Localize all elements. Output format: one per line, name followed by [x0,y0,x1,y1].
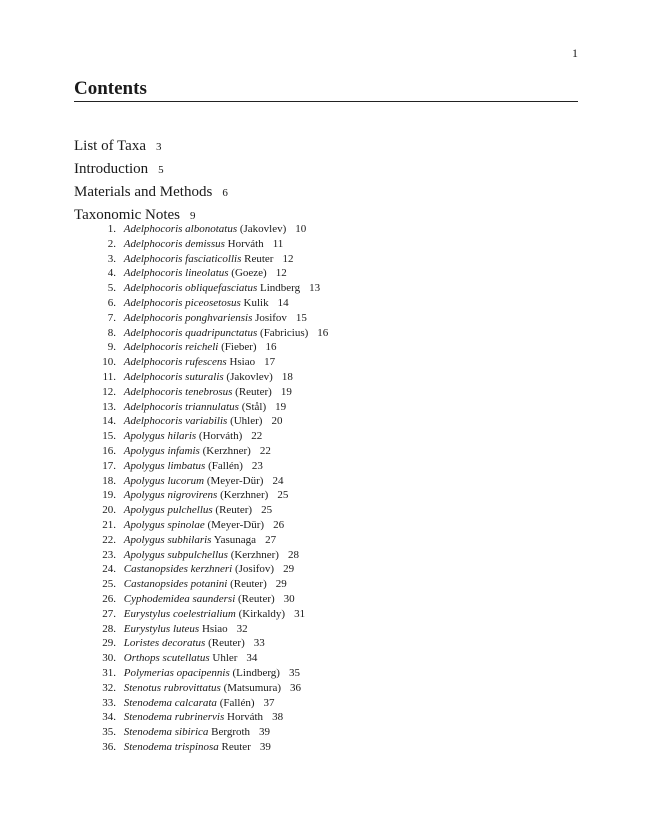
taxon-number: 20. [102,504,116,517]
taxon-author: (Kerzhner) [202,444,251,457]
section-page: 5 [158,164,164,176]
taxon-page: 26 [273,518,285,531]
taxon-entry[interactable] [86,562,328,577]
taxon-author: Horváth [227,711,264,724]
taxon-entry[interactable] [86,296,328,311]
taxon-number: 21. [102,518,116,531]
taxon-entry[interactable] [86,252,328,267]
taxon-species: Apolygus subpulchellus [123,548,228,561]
taxon-entry[interactable] [86,725,328,740]
taxon-species: Adelphocoris obliquefasciatus [123,282,258,295]
taxon-number: 29. [102,637,116,650]
taxon-number: 35. [102,726,116,739]
toc-section[interactable] [74,158,228,181]
taxon-number: 6. [107,296,116,309]
taxon-entry[interactable] [86,444,328,459]
taxon-author: (Reuter) [235,385,272,398]
taxon-entry[interactable] [86,666,328,681]
taxon-number: 23. [102,548,116,561]
taxon-author: (Matsumura) [223,681,282,694]
taxon-author: (Reuter) [208,637,245,650]
taxon-number: 28. [102,622,116,635]
taxon-species: Adelphocoris demissus [123,237,225,250]
taxon-entry[interactable] [86,474,328,489]
taxon-entry[interactable] [86,622,328,637]
taxon-species: Adelphocoris reicheli [123,341,219,354]
taxon-species: Apolygus limbatus [123,459,206,472]
taxon-species: Adelphocoris ponghvariensis [123,311,253,324]
taxon-entry[interactable] [86,429,328,444]
taxon-author: Reuter [221,740,251,753]
taxon-page: 25 [277,489,289,502]
taxon-species: Apolygus infamis [123,444,200,457]
taxon-author: (Kerzhner) [220,489,269,502]
taxon-number: 32. [102,681,116,694]
taxon-number: 14. [102,415,116,428]
taxon-number: 36. [102,740,116,753]
taxon-page: 11 [272,237,284,250]
taxon-number: 25. [102,578,116,591]
taxon-author: Josifov [255,311,287,324]
taxon-page: 14 [277,296,289,309]
taxon-number: 12. [102,385,116,398]
taxon-species: Adelphocoris lineolatus [123,267,229,280]
taxon-page: 19 [280,385,292,398]
taxon-number: 7. [107,311,116,324]
taxon-number: 34. [102,711,116,724]
toc-section[interactable] [74,135,228,158]
taxon-number: 11. [102,370,116,383]
taxon-entry[interactable] [86,636,328,651]
taxon-entry[interactable] [86,355,328,370]
taxon-page: 17 [264,356,276,369]
toc-sections [74,135,228,227]
taxon-species: Stenodema calcarata [123,696,217,709]
taxon-entry[interactable] [86,222,328,237]
taxon-page: 34 [246,652,258,665]
taxon-page: 35 [288,666,300,679]
taxon-entry[interactable] [86,548,328,563]
taxon-number: 18. [102,474,116,487]
taxon-number: 24. [102,563,116,576]
taxon-number: 5. [107,282,116,295]
taxon-author: Kulik [243,296,269,309]
taxon-species: Cyphodemidea saundersi [123,592,236,605]
page-title: Contents [74,78,578,102]
taxon-species: Adelphocoris triannulatus [123,400,239,413]
taxon-entry[interactable] [86,577,328,592]
taxon-page: 16 [317,326,329,339]
taxon-page: 36 [290,681,302,694]
section-page: 3 [156,141,162,153]
taxon-number: 4. [107,267,116,280]
taxon-entry[interactable] [86,326,328,341]
taxon-entry[interactable] [86,385,328,400]
taxon-number: 19. [102,489,116,502]
taxon-page: 39 [259,740,271,753]
taxon-page: 20 [271,415,283,428]
taxon-species: Stenodema trispinosa [123,740,219,753]
taxon-author: (Fallén) [219,696,255,709]
taxon-species: Castanopsides kerzhneri [123,563,233,576]
taxon-entry[interactable] [86,281,328,296]
taxon-species: Loristes decoratus [123,637,206,650]
taxon-page: 19 [275,400,287,413]
taxon-entry[interactable] [86,340,328,355]
taxon-number: 8. [107,326,116,339]
taxon-species: Adelphocoris tenebrosus [123,385,233,398]
taxon-species: Stenotus rubrovittatus [123,681,221,694]
taxon-author: (Meyer-Dür) [207,518,265,531]
taxon-entry[interactable] [86,696,328,711]
taxon-author: (Kirkaldy) [238,607,286,620]
taxon-author: (Reuter) [215,504,253,517]
taxon-species: Apolygus spinolae [123,518,205,531]
taxon-entry[interactable] [86,740,328,755]
taxon-page: 33 [253,637,265,650]
taxon-page: 29 [275,578,287,591]
taxon-entry[interactable] [86,651,328,666]
taxon-author: (Fieber) [221,341,257,354]
taxon-entry[interactable] [86,311,328,326]
taxon-species: Apolygus nigrovirens [123,489,218,502]
taxon-number: 31. [102,666,116,679]
taxon-author: Yasunaga [213,533,257,546]
taxon-page: 12 [275,267,287,280]
taxon-number: 17. [102,459,116,472]
taxon-species: Adelphocoris suturalis [123,370,224,383]
taxon-species: Apolygus hilaris [123,430,197,443]
taxon-number: 33. [102,696,116,709]
taxon-entry[interactable] [86,503,328,518]
taxon-author: (Kerzhner) [230,548,279,561]
taxon-author: (Reuter) [238,592,275,605]
taxon-entry[interactable] [86,592,328,607]
taxon-species: Apolygus pulchellus [123,504,213,517]
taxon-species: Adelphocoris variabilis [123,415,228,428]
taxon-entry[interactable] [86,370,328,385]
taxon-page: 24 [272,474,284,487]
taxon-author: (Stål) [241,400,267,413]
taxon-author: (Meyer-Dür) [206,474,264,487]
section-label: Introduction [74,161,149,177]
taxon-entry[interactable] [86,710,328,725]
taxon-entry[interactable] [86,400,328,415]
taxon-species: Eurystylus luteus [123,622,200,635]
taxon-page: 22 [259,444,271,457]
taxon-number: 15. [102,430,116,443]
taxon-entry[interactable] [86,607,328,622]
taxon-author: Lindberg [260,282,301,295]
section-label: Taxonomic Notes [74,207,181,223]
taxon-author: (Horváth) [198,430,243,443]
taxon-species: Stenodema rubrinervis [123,711,225,724]
taxon-page: 18 [281,370,293,383]
section-label: Materials and Methods [74,184,213,200]
taxon-entry[interactable] [86,518,328,533]
taxon-species: Polymerias opacipennis [123,666,230,679]
taxon-number: 22. [102,533,116,546]
taxon-page: 10 [295,223,307,235]
taxon-author: Hsiao [229,356,256,369]
taxon-entry[interactable] [86,488,328,503]
taxon-species: Adelphocoris rufescens [123,356,227,369]
taxon-species: Stenodema sibirica [123,726,209,739]
taxon-number: 13. [102,400,116,413]
taxon-author: Horváth [227,237,264,250]
taxon-page: 23 [251,459,263,472]
taxon-author: Hsiao [201,622,228,635]
taxon-number: 16. [102,444,116,457]
section-label: List of Taxa [74,138,146,154]
taxon-page: 37 [263,696,275,709]
taxon-page: 29 [283,563,295,576]
taxon-page: 22 [251,430,263,443]
taxon-species: Castanopsides potanini [123,578,228,591]
taxon-page: 27 [265,533,277,546]
taxon-page: 15 [295,311,307,324]
taxon-page: 30 [283,592,295,605]
taxon-number: 3. [107,252,116,265]
taxon-page: 38 [272,711,284,724]
taxon-number: 26. [102,592,116,605]
taxon-page: 31 [294,607,306,620]
taxon-entry[interactable] [86,459,328,474]
taxon-page: 13 [309,282,321,295]
taxa-list [86,222,328,755]
taxon-number: 27. [102,607,116,620]
taxon-author: (Fabricius) [260,326,309,339]
taxon-page: 39 [259,726,271,739]
taxon-author: (Goeze) [231,267,267,280]
taxon-author: (Reuter) [230,578,267,591]
taxon-entry[interactable] [86,237,328,252]
toc-section[interactable] [74,181,228,204]
taxon-species: Apolygus lucorum [123,474,205,487]
taxon-author: (Uhler) [230,415,263,428]
taxon-species: Adelphocoris albonotatus [123,223,238,235]
section-page: 6 [222,187,228,199]
section-page: 9 [190,210,196,222]
taxon-author: (Fallén) [208,459,243,472]
taxon-entry[interactable] [86,681,328,696]
taxon-author: (Josifov) [234,563,275,576]
taxon-author: Reuter [244,252,274,265]
taxon-page: 32 [236,622,248,635]
taxon-species: Apolygus subhilaris [123,533,212,546]
taxon-species: Orthops scutellatus [123,652,210,665]
taxon-author: Bergroth [211,726,251,739]
taxon-entry[interactable] [86,266,328,281]
taxon-author: (Jakovlev) [226,370,273,383]
page-number: 1 [572,46,578,60]
taxon-author: Uhler [212,652,238,665]
taxon-author: (Jakovlev) [239,223,287,235]
taxon-author: (Lindberg) [232,666,280,679]
taxon-species: Adelphocoris fasciaticollis [123,252,242,265]
taxon-species: Eurystylus coelestrialium [123,607,236,620]
taxon-entry[interactable] [86,533,328,548]
taxon-page: 16 [265,341,277,354]
taxon-page: 25 [261,504,273,517]
taxon-species: Adelphocoris piceosetosus [123,296,241,309]
taxon-number: 9. [107,341,116,354]
taxon-number: 1. [107,223,116,235]
taxon-number: 30. [102,652,116,665]
taxon-page: 28 [287,548,299,561]
taxon-number: 10. [102,356,116,369]
taxon-number: 2. [107,237,116,250]
taxon-species: Adelphocoris quadripunctatus [123,326,258,339]
taxon-page: 12 [282,252,294,265]
taxon-entry[interactable] [86,414,328,429]
